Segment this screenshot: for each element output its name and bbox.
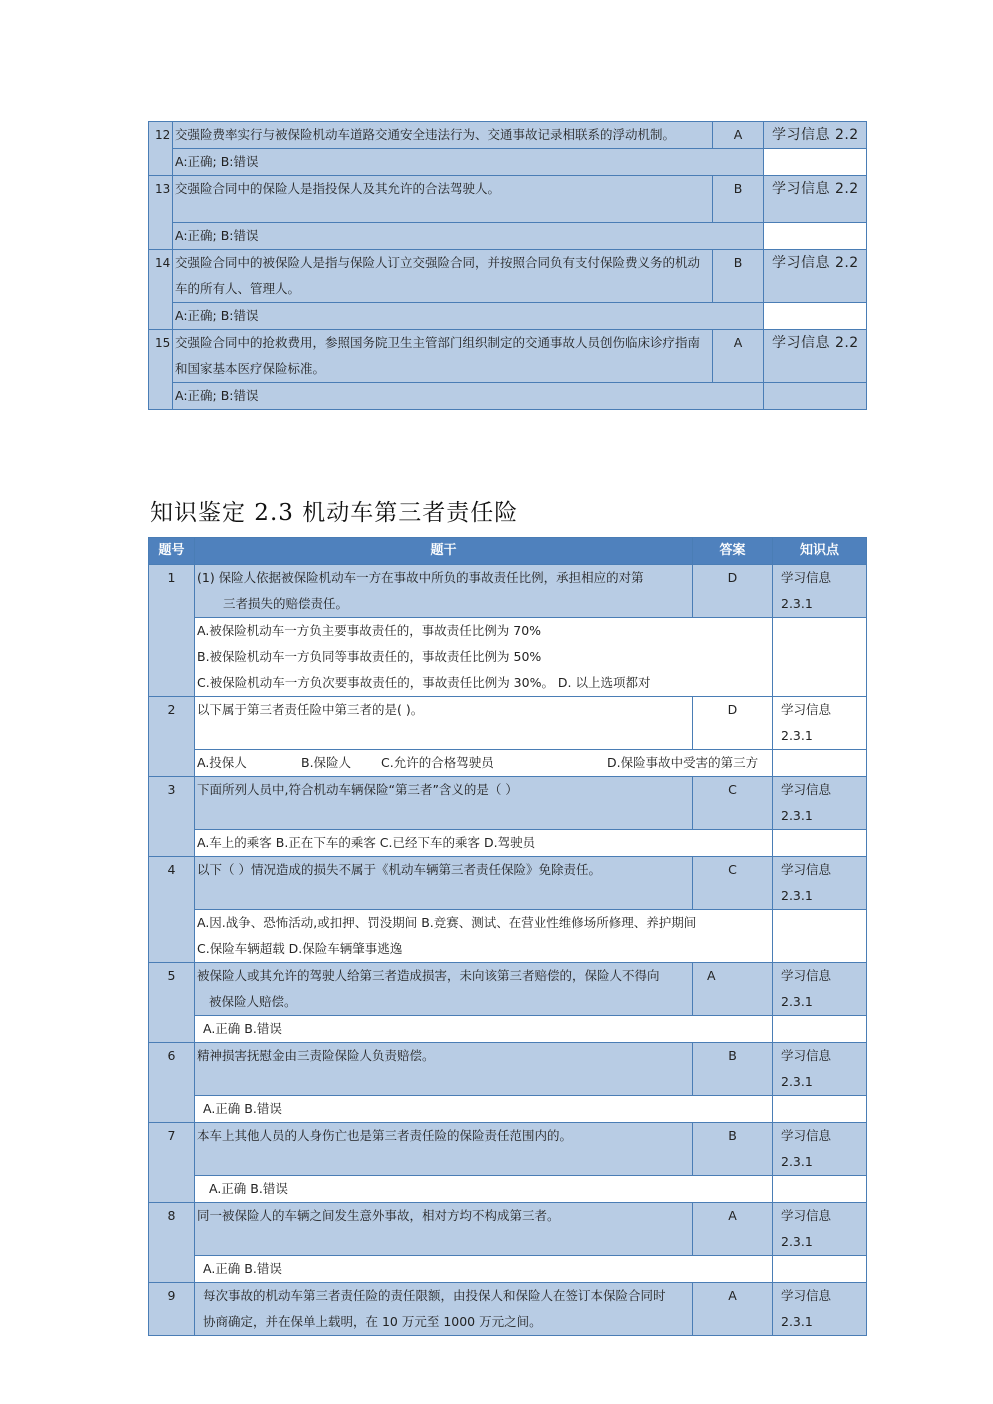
- knowledge-point: 学习信息 2.3.1: [773, 963, 867, 1016]
- table-row: [149, 122, 867, 149]
- header-number: 题号: [149, 538, 195, 565]
- table-row: [149, 1203, 867, 1256]
- answer: A: [693, 1203, 773, 1256]
- option: C.被保险机动车一方负次要事故责任的，事故责任比例为 30%。 D. 以上选项都对: [197, 675, 651, 690]
- question-options: A:正确; B:错误: [173, 303, 764, 330]
- answer: D: [693, 565, 773, 618]
- knowledge-point: 学习信息 2.3.1: [773, 1043, 867, 1096]
- table-row: [149, 149, 867, 176]
- option: C.允许的合格驾驶员: [381, 755, 494, 770]
- table-header-row: [149, 538, 867, 565]
- table-row: [149, 618, 867, 697]
- section-title: 知识鉴定 2.3 机动车第三者责任险: [150, 500, 519, 526]
- answer: D: [693, 697, 773, 750]
- question-number: 4: [149, 857, 195, 963]
- question-number: 6: [149, 1043, 195, 1123]
- question-number: 14: [149, 250, 173, 330]
- option: A.被保险机动车一方负主要事故责任的，事故责任比例为 70%: [197, 623, 542, 638]
- header-answer: 答案: [693, 538, 773, 565]
- answer: B: [713, 250, 764, 303]
- question-options: A:正确; B:错误: [173, 383, 764, 410]
- table-row: [149, 1256, 867, 1283]
- table-row: [149, 1283, 867, 1336]
- table-row: [149, 910, 867, 963]
- answer: C: [693, 777, 773, 830]
- option: B.被保险机动车一方负同等事故责任的，事故责任比例为 50%: [197, 649, 542, 664]
- question-number: 2: [149, 697, 195, 777]
- question-text: (1) 保险人依据被保险机动车一方在事故中所负的事故责任比例，承担相应的对第: [197, 570, 644, 585]
- option: D.保险事故中受害的第三方: [607, 755, 759, 770]
- question-number: 1: [149, 565, 195, 697]
- table-row: [149, 1176, 867, 1203]
- knowledge-point: 学习信息 2.2: [764, 330, 867, 383]
- table-row: [149, 830, 867, 857]
- question-text: 协商确定，并在保单上载明，在 10 万元至 1000 万元之间。: [203, 1314, 542, 1329]
- header-question: 题干: [195, 538, 693, 565]
- question-text: 交强险费率实行与被保险机动车道路交通安全违法行为、交通事故记录相联系的浮动机制。: [173, 122, 713, 149]
- question-text: 交强险合同中的被保险人是指与保险人订立交强险合同，并按照合同负有支付保险费义务的机动车的所有人、管理人。: [173, 250, 713, 303]
- question-text: 下面所列人员中,符合机动车辆保险“第三者”含义的是（ ）: [195, 777, 693, 830]
- option: A.投保人: [197, 755, 247, 770]
- question-text: 以下属于第三者责任险中第三者的是( )。: [195, 697, 693, 750]
- answer: B: [693, 1043, 773, 1096]
- question-text: 被保险人赔偿。: [209, 994, 297, 1009]
- knowledge-point: 学习信息 2.3.1: [773, 777, 867, 830]
- answer: A: [713, 122, 764, 149]
- knowledge-point: 学习信息 2.2: [764, 250, 867, 303]
- answer: C: [693, 857, 773, 910]
- question-text: 被保险人或其允许的驾驶人给第三者造成损害，未向该第三者赔偿的，保险人不得向: [197, 968, 660, 983]
- answer: A: [713, 330, 764, 383]
- question-options: A:正确; B:错误: [173, 223, 764, 250]
- knowledge-point: 学习信息 2.3.1: [773, 857, 867, 910]
- table-row: [149, 750, 867, 777]
- option: B.保险人: [301, 755, 352, 770]
- table-row: [149, 777, 867, 830]
- table-row: [149, 383, 867, 410]
- knowledge-point: 学习信息 2.3.1: [773, 1283, 867, 1336]
- option: A.车上的乘客 B.正在下车的乘客 C.已经下车的乘客 D.驾驶员: [195, 830, 773, 857]
- option: A.正确 B.错误: [195, 1176, 773, 1203]
- answer: B: [693, 1123, 773, 1176]
- question-text: 以下（ ）情况造成的损失不属于《机动车辆第三者责任保险》免除责任。: [195, 857, 693, 910]
- option: A.正确 B.错误: [195, 1016, 773, 1043]
- table-row: [149, 1096, 867, 1123]
- question-number: 12: [149, 122, 173, 176]
- answer: A: [693, 1283, 773, 1336]
- table-row: [149, 1016, 867, 1043]
- knowledge-point: 学习信息 2.3.1: [773, 565, 867, 618]
- question-number: 15: [149, 330, 173, 410]
- table-row: [149, 963, 867, 1016]
- question-text: 每次事故的机动车第三者责任险的责任限额，由投保人和保险人在签订本保险合同时: [203, 1288, 666, 1303]
- knowledge-point: 学习信息 2.2: [764, 122, 867, 149]
- table-row: [149, 1123, 867, 1176]
- table-knowledge-2-2: [148, 121, 867, 410]
- table-row: [149, 250, 867, 303]
- knowledge-point: 学习信息 2.3.1: [773, 1203, 867, 1256]
- option: A.正确 B.错误: [195, 1096, 773, 1123]
- option: A.正确 B.错误: [195, 1256, 773, 1283]
- question-options: A:正确; B:错误: [173, 149, 764, 176]
- knowledge-point: 学习信息 2.3.1: [773, 1123, 867, 1176]
- question-number: 8: [149, 1203, 195, 1283]
- table-row: [149, 1043, 867, 1096]
- table-row: [149, 303, 867, 330]
- question-text: 三者损失的赔偿责任。: [223, 596, 349, 611]
- option: A.因.战争、恐怖活动,或扣押、罚没期间 B.竞赛、测试、在营业性维修场所修理、养护期间: [197, 915, 697, 930]
- table-row: [149, 565, 867, 618]
- header-knowledge-point: 知识点: [773, 538, 867, 565]
- table-knowledge-2-3: [148, 537, 867, 1336]
- question-text: 交强险合同中的保险人是指投保人及其允许的合法驾驶人。: [173, 176, 713, 223]
- option: C.保险车辆超载 D.保险车辆肇事逃逸: [197, 941, 403, 956]
- table-row: [149, 857, 867, 910]
- question-text: 本车上其他人员的人身伤亡也是第三者责任险的保险责任范围内的。: [195, 1123, 693, 1176]
- answer: B: [713, 176, 764, 223]
- table-row: [149, 176, 867, 223]
- answer: A: [693, 963, 773, 1016]
- question-text: 同一被保险人的车辆之间发生意外事故，相对方均不构成第三者。: [195, 1203, 693, 1256]
- knowledge-point: 学习信息 2.2: [764, 176, 867, 223]
- question-number: 7: [149, 1123, 195, 1203]
- question-text: 交强险合同中的抢救费用，参照国务院卫生主管部门组织制定的交通事故人员创伤临床诊疗指南和国家基本医疗保险标准。: [173, 330, 713, 383]
- question-number: 9: [149, 1283, 195, 1336]
- question-text: 精神损害抚慰金由三责险保险人负责赔偿。: [195, 1043, 693, 1096]
- table-row: [149, 330, 867, 383]
- table-row: [149, 223, 867, 250]
- knowledge-point: 学习信息 2.3.1: [773, 697, 867, 750]
- question-number: 3: [149, 777, 195, 857]
- question-number: 13: [149, 176, 173, 250]
- table-row: [149, 697, 867, 750]
- question-number: 5: [149, 963, 195, 1043]
